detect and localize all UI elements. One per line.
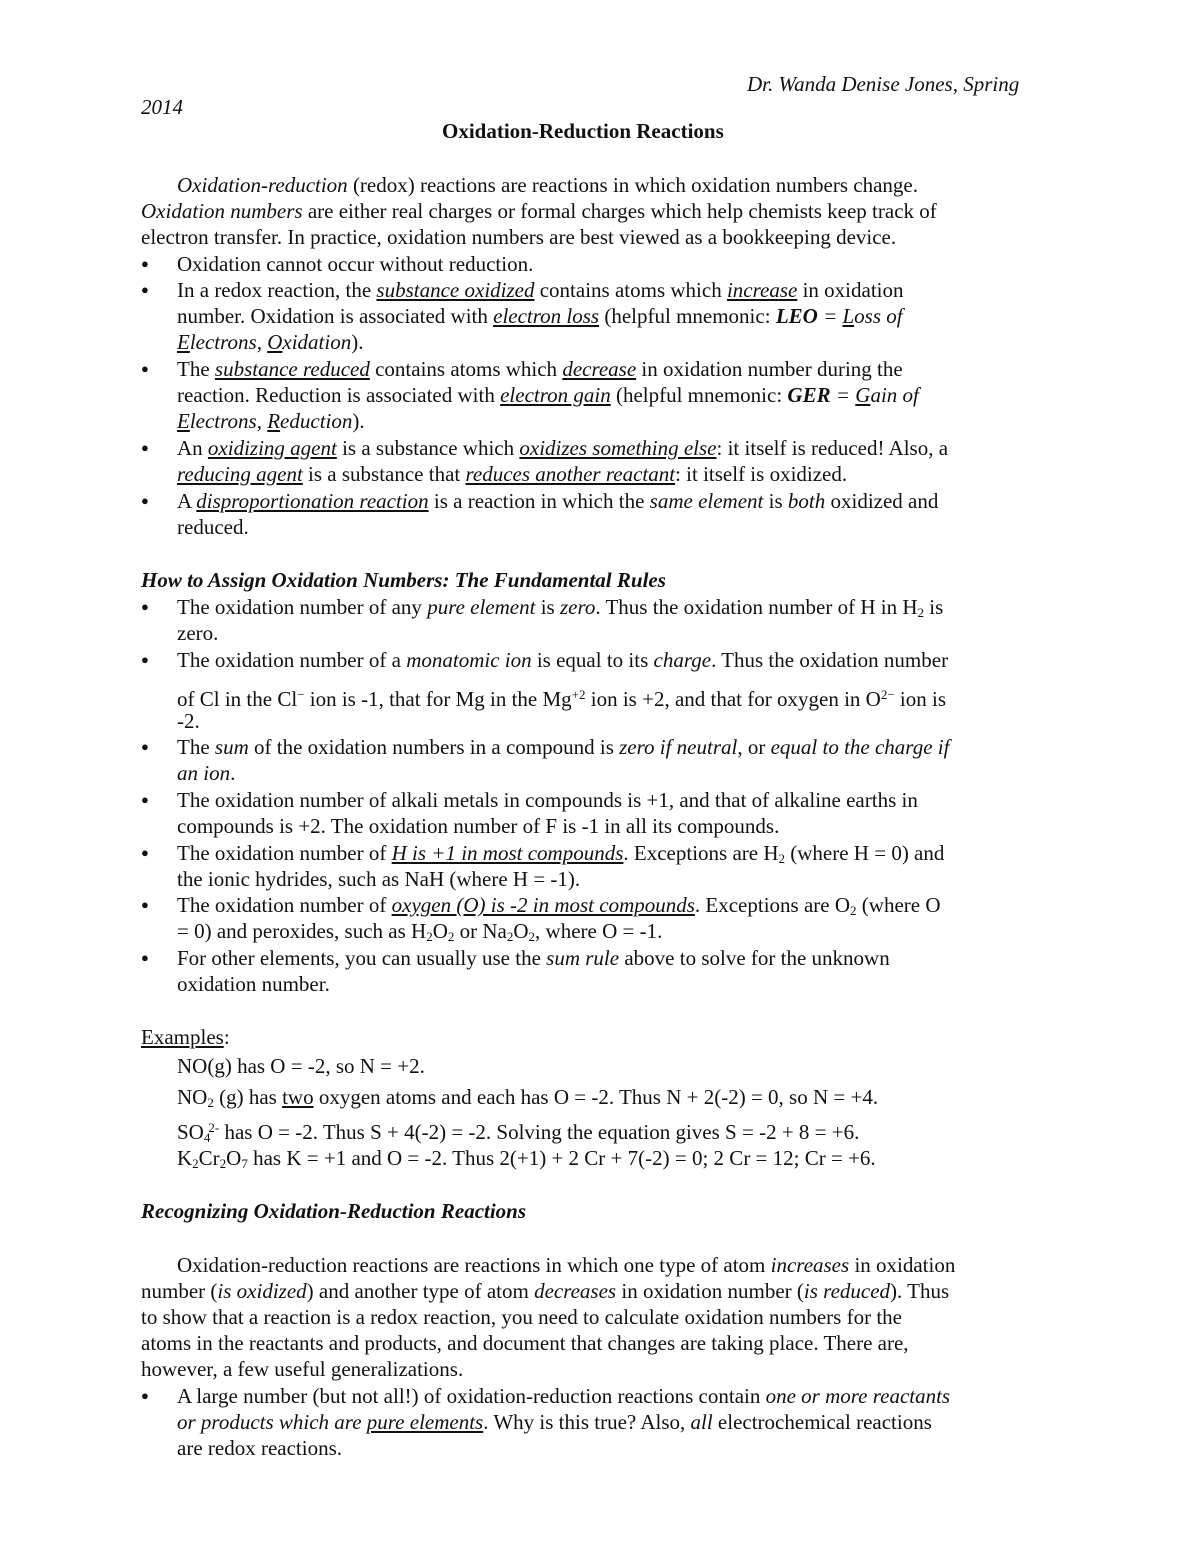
text: is a substance that [302,462,466,486]
term: charge [653,648,712,672]
text: is a substance which [336,436,520,460]
term: disproportionation reaction [196,489,429,513]
text: . Thus the oxidation number of H in H [595,595,918,619]
text: . Exceptions are O [694,893,851,917]
text: lectrons, [189,330,268,354]
text: O [432,919,448,943]
text: Cr [198,1146,220,1170]
mnemonic: GER [787,383,831,407]
mnemonic-letter: R [267,409,281,433]
text: = [817,304,843,328]
term: oxidizing agent [207,436,337,460]
text: eduction [280,409,353,433]
term: monatomic ion [406,648,532,672]
intro-text: are either real charges or formal charges which help chemists keep track of [302,199,937,223]
text: oxidized and [825,489,939,513]
text: O [226,1146,242,1170]
term: equal to the charge if [770,735,950,759]
text: , where O = -1. [535,919,663,943]
text: For other elements, you can usually use the [177,946,547,970]
mnemonic-letter: O [267,330,283,354]
text: The oxidation number of [177,841,392,865]
term: electron gain [500,383,611,407]
bullet-text [177,1409,932,1435]
rule-text: The oxidation number of alkali metals in compounds is +1, and that of alkaline earths in [177,788,918,812]
text: contains atoms which [369,357,563,381]
term: one or more reactants [765,1384,951,1408]
text: The [177,357,215,381]
mnemonic: LEO [775,304,818,328]
text: (helpful mnemonic: [610,383,788,407]
text: The oxidation number of any [177,595,428,619]
text: or Na [454,919,507,943]
term: increases [770,1253,850,1277]
bullet-icon: ● [141,282,149,297]
rule-text: oxidation number. [177,972,330,996]
rule-text [177,945,890,971]
text: A [177,489,197,513]
term: oxygen (O) is -2 in most compounds [391,893,695,917]
bullet-icon: ● [141,792,149,807]
superscript: +2 [571,687,586,702]
term: all [690,1410,713,1434]
subscript: 7 [241,1156,248,1171]
subscript: 2 [506,929,514,944]
text: The oxidation number of a [177,648,407,672]
bullet-text [177,277,904,303]
bullet-icon: ● [141,256,149,271]
term: reduces another reactant [465,462,676,486]
term: zero if neutral [619,735,738,759]
bullet-text [177,488,938,514]
text: , or [737,735,771,759]
text: is [924,595,944,619]
text: ion is +2, and that for oxygen in O [585,687,881,711]
subscript: 2 [528,929,536,944]
term: is oxidized [217,1279,307,1303]
text: xidation [282,330,352,354]
subscript: 2 [917,605,925,620]
text: : [223,1025,230,1049]
text: The oxidation number of [177,893,392,917]
superscript: 2- [208,1120,220,1135]
example-line: NO(g) has O = -2, so N = +2. [177,1054,425,1078]
intro-line-2 [141,198,937,224]
text: O [513,919,529,943]
mnemonic-letter: E [177,409,190,433]
section-heading-rules: How to Assign Oxidation Numbers: The Fundamental Rules [141,568,666,592]
term: same element [649,489,764,513]
rule-text: compounds is +2. The oxidation number of F is -1 in all its compounds. [177,814,780,838]
text: in oxidation number during the [636,357,903,381]
bullet-text [177,1383,950,1409]
text: The [177,735,215,759]
term: is reduced [803,1279,891,1303]
subscript: 2 [850,903,857,918]
text: of the oxidation numbers in a compound is [248,735,620,759]
paragraph-line [177,1252,955,1278]
paragraph-line: atoms in the reactants and products, and document that changes are taking place. There are, [141,1331,909,1355]
page-title: Oxidation-Reduction Reactions [442,119,724,143]
text: ). [351,330,364,354]
text: An [177,436,208,460]
term: H is +1 in most compounds [391,841,624,865]
term: increase [726,278,798,302]
text: oss of [854,304,903,328]
text: = 0) and peroxides, such as H [177,919,427,943]
text: ). Thus [890,1279,950,1303]
text: A large number (but not all!) of oxidation-reduction reactions contain [177,1384,766,1408]
term: pure element [427,595,536,619]
term: oxidizes something else [519,436,717,460]
text: = [830,383,856,407]
text: has O = -2. Thus S + 4(-2) = -2. Solving the equation gives S = -2 + 8 = +6. [219,1120,860,1144]
example-line [177,1084,878,1116]
term: sum rule [546,946,620,970]
term: pure elements [366,1410,484,1434]
paragraph-line: to show that a reaction is a redox reaction, you need to calculate oxidation numbers for the [141,1305,902,1329]
bullet-text [177,303,903,329]
bullet-text: reduced. [177,515,249,539]
superscript: 2− [880,687,895,702]
text: ). [352,409,365,433]
rule-text [177,647,948,673]
subscript: 4 [203,1130,211,1145]
subscript: 2 [219,1156,227,1171]
bullet-icon: ● [141,652,149,667]
bullet-icon: ● [141,897,149,912]
text: above to solve for the unknown [619,946,890,970]
term: decreases [534,1279,617,1303]
term: electron loss [493,304,600,328]
bullet-icon: ● [141,599,149,614]
section-heading-recognizing: Recognizing Oxidation-Reduction Reactions [141,1199,527,1223]
intro-term-oxidation-numbers: Oxidation numbers [141,199,303,223]
term: both [787,489,826,513]
intro-text: (redox) reactions are reactions in which oxidation numbers change. [347,173,918,197]
text: of Cl in the Cl [177,687,298,711]
text: (where O [856,893,941,917]
text: . Exceptions are H [623,841,779,865]
example-line [177,1145,876,1177]
rule-text [177,594,943,626]
subscript: 2 [447,929,455,944]
bullet-icon: ● [141,361,149,376]
bullet-icon: ● [141,440,149,455]
term: sum [214,735,249,759]
text: ) and another type of atom [306,1279,535,1303]
bullet-icon: ● [141,845,149,860]
text: . Why is this true? Also, [483,1410,691,1434]
text: . [230,761,236,785]
term: substance oxidized [376,278,535,302]
text: NO [177,1085,208,1109]
author-line: Dr. Wanda Denise Jones, Spring [747,72,1020,96]
term: an ion [177,761,231,785]
subscript: 2 [192,1156,199,1171]
rule-text: -2. [177,709,200,733]
rule-text [177,682,946,712]
text: : it itself is oxidized. [675,462,848,486]
text: is [535,595,560,619]
bullet-text [177,329,363,355]
text: . Thus the oxidation number [711,648,949,672]
text: (helpful mnemonic: [599,304,776,328]
rule-text: the ionic hydrides, such as NaH (where H = -1). [177,867,581,891]
text: in oxidation number ( [616,1279,804,1303]
intro-term-redox: Oxidation-reduction [177,173,348,197]
rule-text [177,734,949,760]
rule-text: zero. [177,621,219,645]
subscript: 2 [207,1095,214,1110]
text: oxygen atoms and each has O = -2. Thus N + 2(-2) = 0, so N = +4. [313,1085,879,1109]
intro-line-1 [177,172,918,198]
mnemonic-letter: G [855,383,871,407]
mnemonic-letter: E [177,330,190,354]
term: two [282,1085,314,1109]
text: : it itself is reduced! Also, a [716,436,949,460]
intro-line-3: electron transfer. In practice, oxidation numbers are best viewed as a bookkeeping device. [141,225,897,249]
text: lectrons, [189,409,268,433]
term: zero [559,595,596,619]
subscript: 2 [426,929,433,944]
text: ion is -1, that for Mg in the Mg [304,687,572,711]
rule-text [177,760,235,786]
text: SO [177,1120,204,1144]
bullet-text [177,356,903,382]
paragraph-line [141,1278,949,1304]
text: is a reaction in which the [428,489,650,513]
bullet-text: Oxidation cannot occur without reduction. [177,252,534,276]
text: reaction. Reduction is associated with [177,383,501,407]
paragraph-line: however, a few useful generalizations. [141,1357,464,1381]
term: reducing agent [177,462,303,486]
bullet-icon: ● [141,493,149,508]
bullet-icon: ● [141,739,149,754]
mnemonic-letter: L [842,304,855,328]
text: in oxidation [849,1253,956,1277]
text: ain of [870,383,919,407]
text: (where H = 0) and [785,841,945,865]
subscript: 2 [778,851,786,866]
examples-heading [141,1024,230,1050]
superscript: − [297,687,305,702]
text: electrochemical reactions [712,1410,932,1434]
bullet-text [177,461,847,487]
year: 2014 [141,95,183,119]
text: number ( [141,1279,218,1303]
heading-text: Examples [141,1025,224,1049]
text: is equal to its [531,648,654,672]
term: or products which are [177,1410,367,1434]
text: ion is [894,687,947,711]
bullet-text [177,408,365,434]
term: substance reduced [214,357,370,381]
text: contains atoms which [534,278,727,302]
text: K [177,1146,193,1170]
bullet-text [177,435,948,461]
text: Oxidation-reduction reactions are reactions in which one type of atom [177,1253,771,1277]
text: In a redox reaction, the [177,278,377,302]
text: (g) has [213,1085,283,1109]
text: has K = +1 and O = -2. Thus 2(+1) + 2 Cr + 7(-2) = 0; 2 Cr = 12; Cr = +6. [247,1146,876,1170]
term: decrease [562,357,637,381]
bullet-icon: ● [141,1388,149,1403]
bullet-icon: ● [141,950,149,965]
text: number. Oxidation is associated with [177,304,494,328]
bullet-text [177,382,919,408]
text: in oxidation [797,278,904,302]
text: is [763,489,788,513]
bullet-text: are redox reactions. [177,1436,342,1460]
